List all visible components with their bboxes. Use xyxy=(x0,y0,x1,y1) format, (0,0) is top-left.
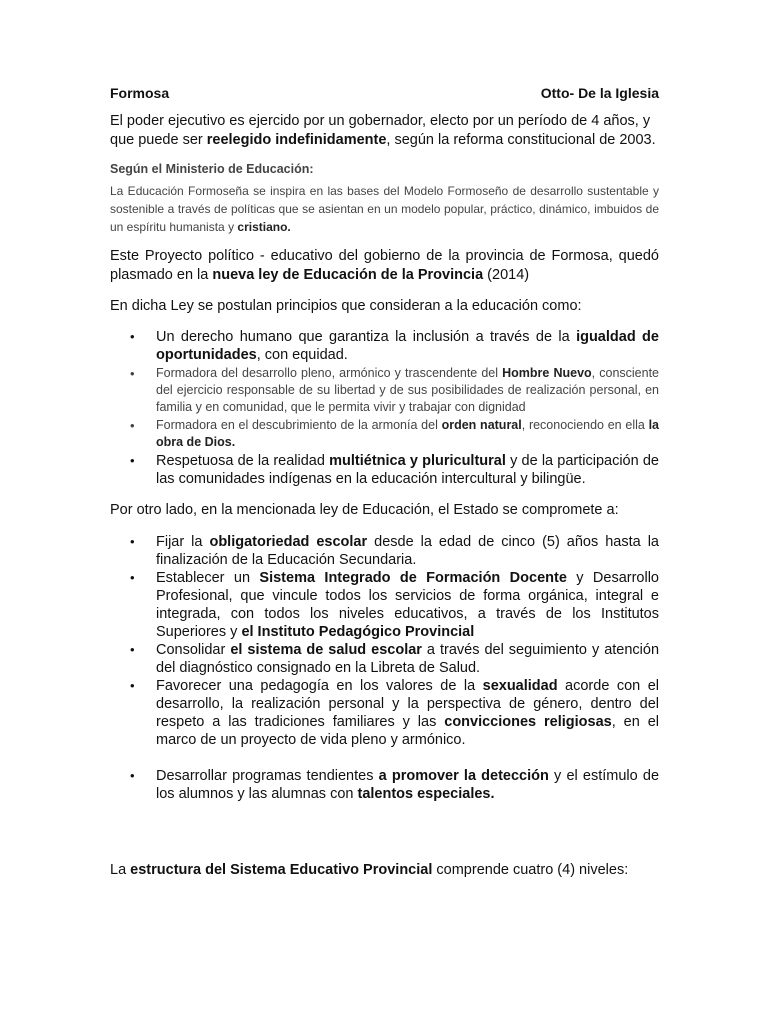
list-item xyxy=(110,569,659,641)
intro-paragraph xyxy=(110,112,659,150)
bullet-icon: • xyxy=(130,768,135,783)
bullet-icon: • xyxy=(130,534,135,549)
list-item xyxy=(110,767,659,803)
estructura-paragraph xyxy=(110,861,659,880)
item-bold-mid: convicciones religiosas xyxy=(444,714,612,730)
item-text: Fijar la xyxy=(156,534,210,550)
item-bold: Hombre Nuevo xyxy=(502,366,592,380)
principles-list xyxy=(110,328,659,488)
item-bold: el sistema de salud escolar xyxy=(230,642,422,658)
item-text: Formadora del desarrollo pleno, armónico y trascendente del xyxy=(156,366,503,380)
document-header xyxy=(110,83,659,103)
list-item xyxy=(110,417,659,451)
ley-intro: En dicha Ley se postulan principios que consideran a la educación como: xyxy=(110,298,582,314)
bullet-icon: • xyxy=(130,418,135,433)
item-bold: Sistema Integrado de Formación Docente xyxy=(259,570,567,586)
item-bold-end: la obra de Dios. xyxy=(156,418,660,449)
item-text: Favorecer una pedagogía en los valores de la xyxy=(156,678,483,694)
bullet-icon: • xyxy=(130,329,135,344)
bullet-icon: • xyxy=(130,678,135,693)
item-text-mid: , reconociendo en ella xyxy=(521,418,649,432)
estructura-text: La xyxy=(110,862,131,878)
list-item xyxy=(110,328,659,364)
ministerio-text: La Educación Formoseña se inspira en las bases del Modelo Formoseño de desarrollo sustentable y sostenible a través de políticas que se asientan en un modelo popular, práctico, dinámico, imbuidos de un espíritu humanista y xyxy=(110,184,659,234)
item-bold: sexualidad xyxy=(482,678,558,694)
item-bold: multiétnica y pluricultural xyxy=(329,453,506,469)
intro-text: El poder ejecutivo es ejercido por un gobernador, electo por un período de 4 años, y que puede ser xyxy=(110,113,651,148)
item-text-mid: acorde con el desarrollo, la realización personal y la perspectiva de género, dentro del respeto a las tradiciones familiares y las xyxy=(156,678,659,730)
item-text-end: desde la edad de cinco (5) años hasta la finalización de la Educación Secundaria. xyxy=(156,534,659,568)
item-text-end: , en el marco de un proyecto de vida pleno y armónico. xyxy=(156,714,659,748)
item-bold-end: talentos especiales. xyxy=(357,786,495,802)
proyecto-paragraph xyxy=(110,247,659,285)
item-text-end: , con equidad. xyxy=(256,347,348,363)
proyecto-year: (2014) xyxy=(483,267,530,283)
item-bold: a promover la detección xyxy=(378,768,549,784)
item-text-end: y de la participación de las comunidades indígenas en la educación intercultural y bilingüe. xyxy=(156,453,659,487)
list-item xyxy=(110,677,659,749)
estado-intro: Por otro lado, en la mencionada ley de Educación, el Estado se compromete a: xyxy=(110,502,619,518)
item-text: Respetuosa de la realidad xyxy=(156,453,330,469)
list-item xyxy=(110,533,659,569)
item-text-mid: y el estímulo de los alumnos y las alumnas con xyxy=(156,768,660,802)
header-author: Otto- De la Iglesia xyxy=(540,85,659,101)
item-text-end: a través del seguimiento y atención del diagnóstico consignado en la Libreta de Salud. xyxy=(156,642,660,676)
intro-text-end: , según la reforma constitucional de 2003. xyxy=(386,132,656,148)
estructura-bold: estructura del Sistema Educativo Provincial xyxy=(130,862,433,878)
list-item xyxy=(110,452,659,488)
bullet-icon: • xyxy=(130,642,135,657)
list-item xyxy=(110,641,659,677)
item-bold: obligatoriedad escolar xyxy=(209,534,368,550)
ministerio-paragraph xyxy=(110,182,659,236)
document-page xyxy=(110,80,659,880)
bullet-icon: • xyxy=(130,570,135,585)
item-text: Establecer un xyxy=(156,570,260,586)
intro-bold: reelegido indefinidamente xyxy=(206,132,387,148)
commitments-list xyxy=(110,533,659,803)
item-text: Un derecho humano que garantiza la inclusión a través de la xyxy=(156,329,577,345)
proyecto-text: Este Proyecto político - educativo del gobierno de la provincia de Formosa, quedó plasmado en la xyxy=(110,248,659,283)
header-province: Formosa xyxy=(110,85,170,101)
item-text-mid: y Desarrollo Profesional, que vincule todos los servicios de forma orgánica, integral e integrada, con todos los niveles educativos, a través de los Institutos Superiores y xyxy=(156,570,659,640)
proyecto-bold: nueva ley de Educación de la Provincia xyxy=(212,267,484,283)
item-bold-end: el Instituto Pedagógico Provincial xyxy=(241,624,475,640)
item-bold: igualdad de oportunidades xyxy=(156,329,659,363)
bullet-icon: • xyxy=(130,453,135,468)
bullet-icon: • xyxy=(130,366,135,381)
item-text-end: , consciente del ejercicio responsable de su libertad y de sus posibilidades de realización personal, en familia y en comunidad, que le permita vivir y trabajar con dignidad xyxy=(156,366,659,414)
item-text: Desarrollar programas tendientes xyxy=(156,768,379,784)
ministerio-heading: Según el Ministerio de Educación: xyxy=(110,162,314,176)
ministerio-bold: cristiano. xyxy=(237,220,291,234)
item-text: Consolidar xyxy=(156,642,231,658)
list-item xyxy=(110,365,659,416)
item-bold: orden natural xyxy=(441,418,522,432)
item-text: Formadora en el descubrimiento de la armonía del xyxy=(156,418,442,432)
estructura-text-end: comprende cuatro (4) niveles: xyxy=(432,862,629,878)
